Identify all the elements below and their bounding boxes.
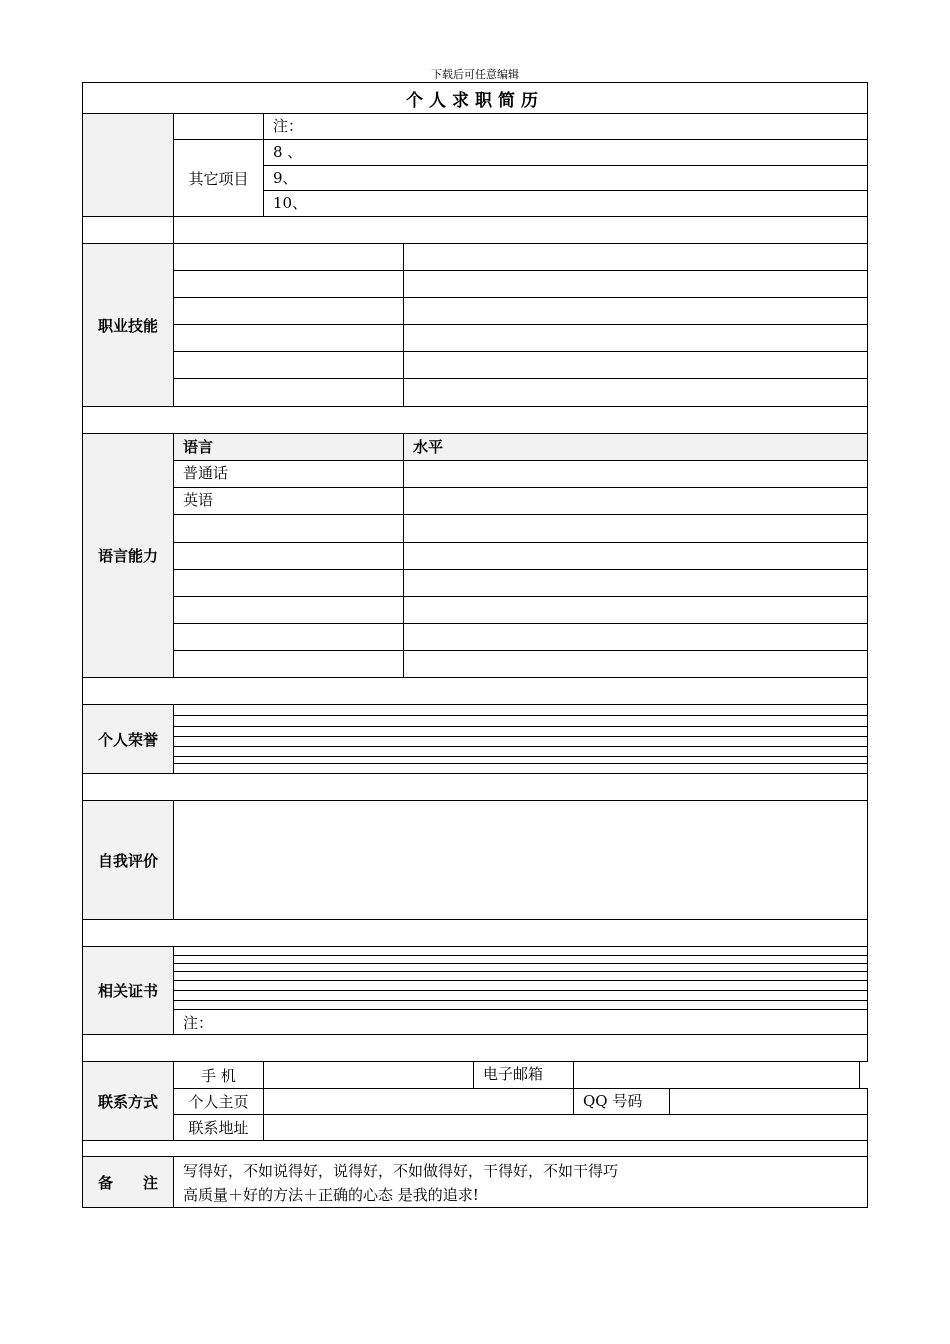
page-header: 下载后可任意编辑 [431,68,519,81]
certs-note: 注： [183,1014,214,1032]
honors-label: 个人荣誉 [82,704,174,774]
email-label: 电子邮箱 [473,1061,574,1089]
other-note: 注： [263,113,868,140]
level-col-header: 水平 [403,433,868,461]
spacer-row [82,773,868,801]
qq-label: QQ 号码 [573,1088,670,1115]
level-cell [403,487,868,515]
homepage-label: 个人主页 [173,1088,264,1115]
spacer-cell [82,216,174,244]
skills-label: 职业技能 [82,243,174,407]
self-eval-label: 自我评价 [82,800,174,920]
resume-title: 个人求职简历 [82,82,868,114]
phone-field [263,1061,474,1089]
skills-table [173,243,868,407]
remarks-line-2: 高质量＋好的方法＋正确的心态 是我的追求! [183,1186,479,1204]
certs-label: 相关证书 [82,946,174,1035]
language-col-header: 语言 [173,433,404,461]
language-row-english: 英语 [173,487,404,515]
spacer-row [82,1140,868,1157]
other-items-label: 其它项目 [188,169,249,188]
phone-label: 手 机 [173,1061,264,1089]
other-section-label-cell [82,113,174,217]
remarks-line-1: 写得好，不如说得好，说得好，不如做得好，干得好，不如干得巧 [183,1162,619,1180]
spacer-row [82,406,868,434]
language-label: 语言能力 [82,433,174,678]
address-label: 联系地址 [173,1114,264,1141]
language-row-mandarin: 普通话 [173,460,404,488]
other-item-8: 8 、 [263,139,868,166]
level-cell [403,460,868,488]
honors-lines [173,704,868,774]
self-eval-field [173,800,868,920]
remarks-content [173,1156,868,1208]
other-label-cell [173,113,264,217]
contact-label: 联系方式 [82,1061,174,1141]
qq-field [669,1088,868,1115]
other-item-9: 9、 [263,165,868,191]
language-empty-rows [173,514,868,678]
other-item-10: 10、 [263,190,868,217]
spacer-row [82,919,868,947]
homepage-field [263,1088,574,1115]
certs-lines [173,946,868,1035]
spacer-cell [173,216,868,244]
email-field [573,1061,860,1089]
address-field [263,1114,868,1141]
spacer-row [82,677,868,705]
remarks-label: 备 注 [82,1156,174,1208]
spacer-row [82,1034,868,1062]
